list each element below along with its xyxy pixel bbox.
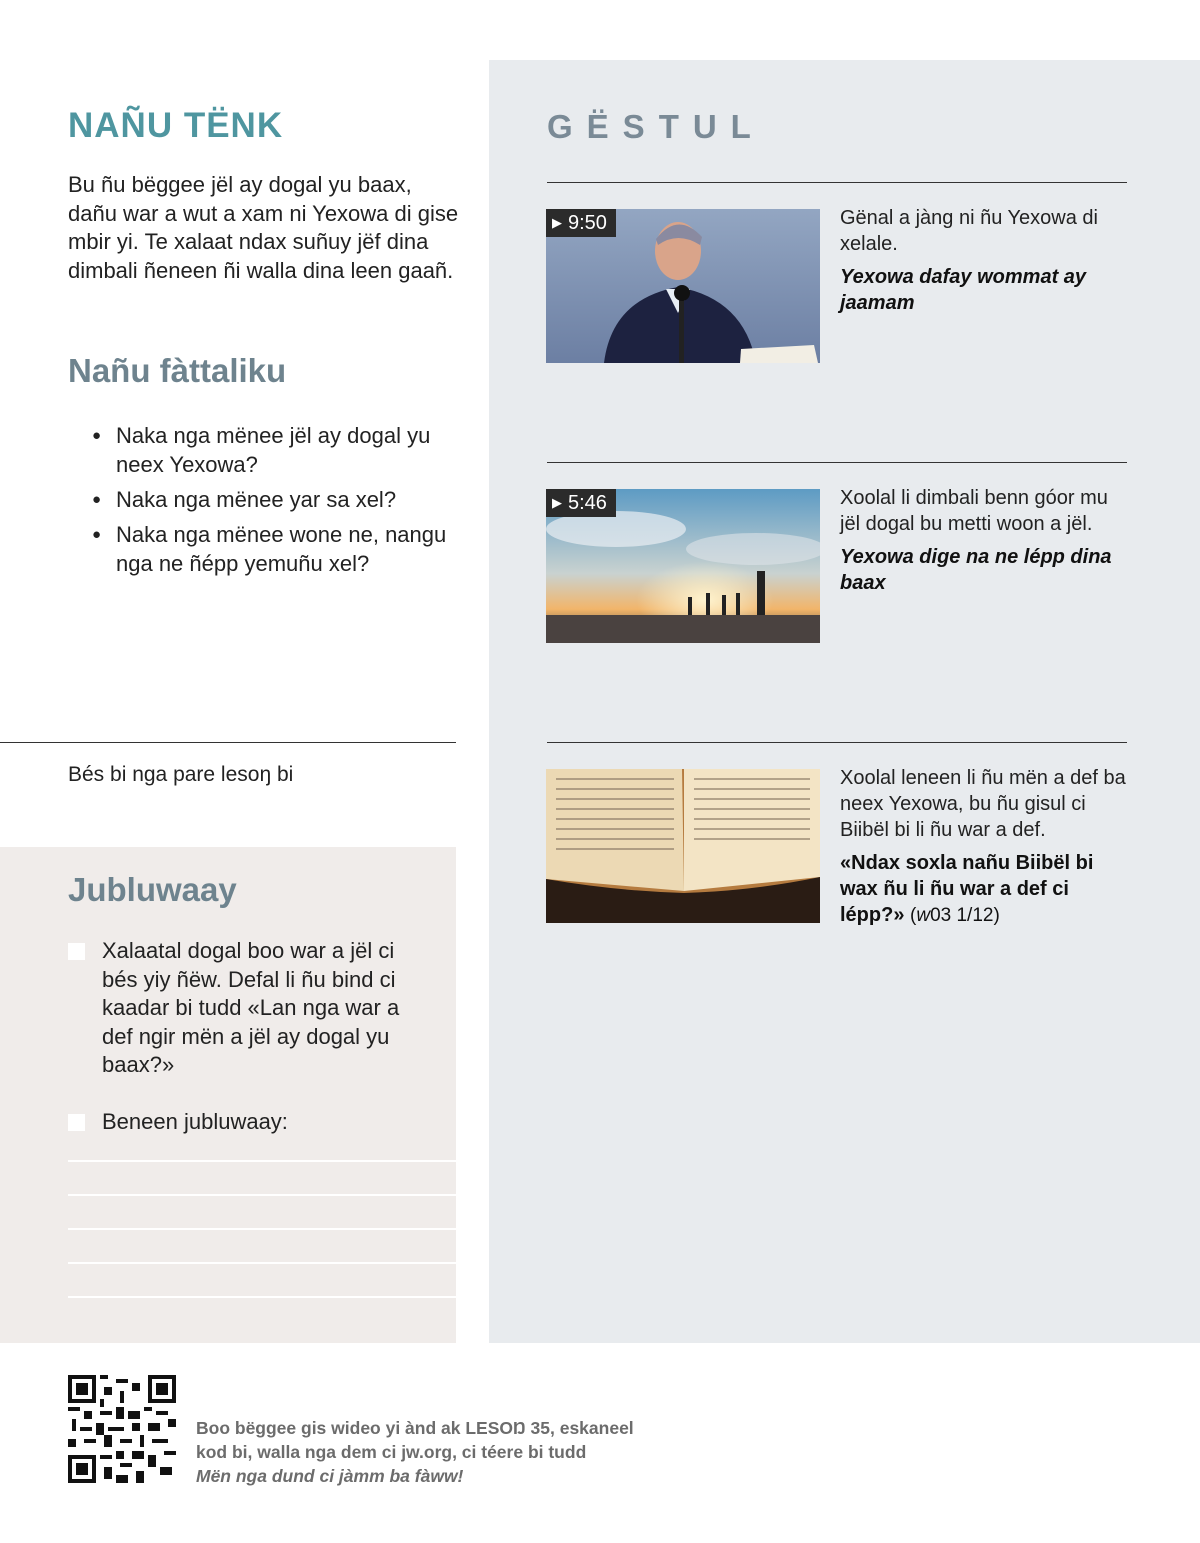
gestul-heading: GËSTUL xyxy=(547,108,765,145)
footer-line: kod bi, walla nga dem ci jw.org, ci téere bi tudd xyxy=(196,1442,587,1462)
write-line[interactable] xyxy=(68,1160,456,1162)
goal-heading: Jubluwaay xyxy=(68,871,237,908)
write-line[interactable] xyxy=(68,1194,456,1196)
divider xyxy=(547,742,1127,743)
question-item: ● Naka nga mënee jël ay dogal yu neex Yexowa? xyxy=(92,421,462,479)
footer-note xyxy=(196,1416,656,1488)
intro-paragraph: Bu ñu bëggee jël ay dogal yu baax, dañu war a wut a xam ni Yexowa di gise mbir yi. Te xalaat ndax suñuy jëf dina dimbali ñeneen ñi walla dina leen gaañ. xyxy=(68,172,459,283)
question-item: ● Naka nga mënee wone ne, nangu nga ne ñépp yemuñu xel? xyxy=(92,520,462,578)
question-item: ● Naka nga mënee yar sa xel? xyxy=(92,485,462,514)
goal-checkbox[interactable] xyxy=(68,1114,85,1131)
write-line[interactable] xyxy=(68,1262,456,1264)
article-reference: (w03 1/12) xyxy=(910,905,1000,926)
play-icon: ▶ xyxy=(552,215,562,230)
completed-date-label: Bés bi nga pare lesoŋ bi xyxy=(68,763,294,786)
video-title-link[interactable]: Yexowa dafay wommat ay jaamam xyxy=(840,266,1087,314)
footer-line: Boo bëggee gis wideo yi ànd ak LESOŊ 35, eskaneel xyxy=(196,1418,634,1438)
write-line[interactable] xyxy=(68,1228,456,1230)
video-description: Gënal a jàng ni ñu Yexowa di xelale. xyxy=(840,207,1098,255)
play-icon: ▶ xyxy=(552,495,562,510)
article-title: «Ndax soxla nañu Biibël bi wax ñu li ñu war a def ci lépp?» xyxy=(840,852,1094,926)
video-thumbnail-speaker[interactable] xyxy=(546,209,820,363)
article-thumbnail-bible[interactable] xyxy=(546,769,820,923)
video-title-link[interactable]: Yexowa dige na ne lépp dina baax xyxy=(840,546,1112,594)
duration-badge xyxy=(546,209,616,237)
divider xyxy=(547,462,1127,463)
article-title-link[interactable] xyxy=(840,850,1130,929)
divider xyxy=(0,742,456,743)
duration-label: 9:50 xyxy=(568,212,607,234)
book-title-link[interactable]: Mën nga dund ci jàmm ba fàww! xyxy=(196,1466,464,1486)
write-line[interactable] xyxy=(68,1296,456,1298)
goal-panel xyxy=(0,847,456,1343)
review-heading: Nañu fàttaliku xyxy=(68,352,287,389)
open-bible-image xyxy=(546,769,820,923)
review-questions xyxy=(92,421,462,584)
duration-badge xyxy=(546,489,616,517)
goal-text: Beneen jubluwaay: xyxy=(102,1109,288,1134)
page-title: NAÑU TËNK xyxy=(68,106,284,145)
qr-code-icon[interactable] xyxy=(68,1375,176,1483)
goal-text: Xalaatal dogal boo war a jël ci bés yiy ñëw. Defal li ñu bind ci kaadar bi tudd «Lan nga war a def ngir mën a jël ay dogal yu baax?» xyxy=(102,938,400,1077)
reference-issue: 03 1/12 xyxy=(930,905,994,926)
article-description: Xoolal leneen li ñu mën a def ba neex Yexowa, bu ñu gisul ci Biibël bi li ñu war a def. xyxy=(840,767,1126,841)
duration-label: 5:46 xyxy=(568,492,607,514)
divider xyxy=(547,182,1127,183)
goal-checkbox[interactable] xyxy=(68,943,85,960)
video-description: Xoolal li dimbali benn góor mu jël dogal bu metti woon a jël. xyxy=(840,487,1108,535)
video-thumbnail-sunset[interactable] xyxy=(546,489,820,643)
reference-publication: w xyxy=(916,905,931,926)
